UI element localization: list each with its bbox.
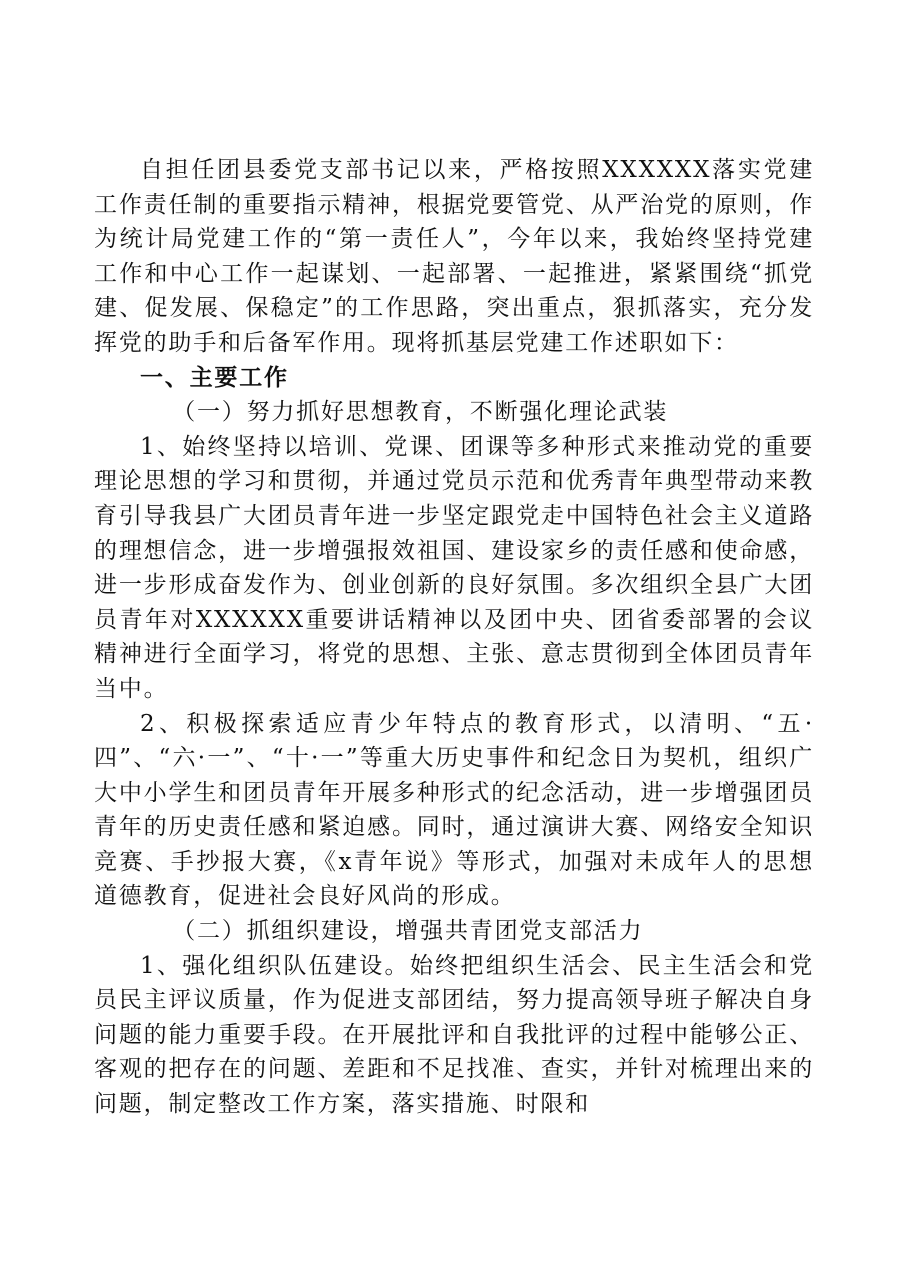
paragraph-theory-study: 1、始终坚持以培训、党课、团课等多种形式来推动党的重要理论思想的学习和贯彻，并通过党员示范和优秀青年典型带动来教育引导我县广大团员青年进一步坚定跟党走中国特色社会主义道路的理想信念，进一步增强报效祖国、建设家乡的责任感和使命感，进一步形成奋发作为、创业创新的良好氛围。多次组织全县广大团员青年对XXXXXX重要讲话精神以及团中央、团省委部署的会议精神进行全面学习，将党的思想、主张、意志贯彻到全体团员青年当中。	[94, 433, 814, 702]
subsection-heading-ideological-education: （一）努力抓好思想教育，不断强化理论武装	[172, 399, 669, 426]
intro-paragraph: 自担任团县委党支部书记以来，严格按照XXXXXX落实党建工作责任制的重要指示精神，根据党要管党、从严治党的原则，作为统计局党建工作的“第一责任人”，今年以来，我始终坚持党建工作和中心工作一起谋划、一起部署、一起推进，紧紧围绕“抓党建、促发展、保稳定”的工作思路，突出重点，狠抓落实，充分发挥党的助手和后备军作用。现将抓基层党建工作述职如下：	[94, 157, 814, 356]
document-body	[94, 153, 814, 1122]
paragraph-team-building: 1、强化组织队伍建设。始终把组织生活会、民主生活会和党员民主评议质量，作为促进支部团结，努力提高领导班子解决自身问题的能力重要手段。在开展批评和自我批评的过程中能够公正、客观的把存在的问题、差距和不足找准、查实，并针对梳理出来的问题，制定整改工作方案，落实措施、时限和	[94, 952, 814, 1118]
section-heading-main-work: 一、主要工作	[140, 364, 289, 391]
subsection-heading-organization-building: （二）抓组织建设，增强共青团党支部活力	[172, 918, 644, 945]
paragraph-education-forms: 2、积极探索适应青少年特点的教育形式，以清明、“五·四”、“六·一”、“十·一”等重大历史事件和纪念日为契机，组织广大中小学生和团员青年开展多种形式的纪念活动，进一步增强团员青年的历史责任感和紧迫感。同时，通过演讲大赛、网络安全知识竞赛、手抄报大赛，《x青年说》等形式，加强对未成年人的思想道德教育，促进社会良好风尚的形成。	[94, 710, 814, 910]
